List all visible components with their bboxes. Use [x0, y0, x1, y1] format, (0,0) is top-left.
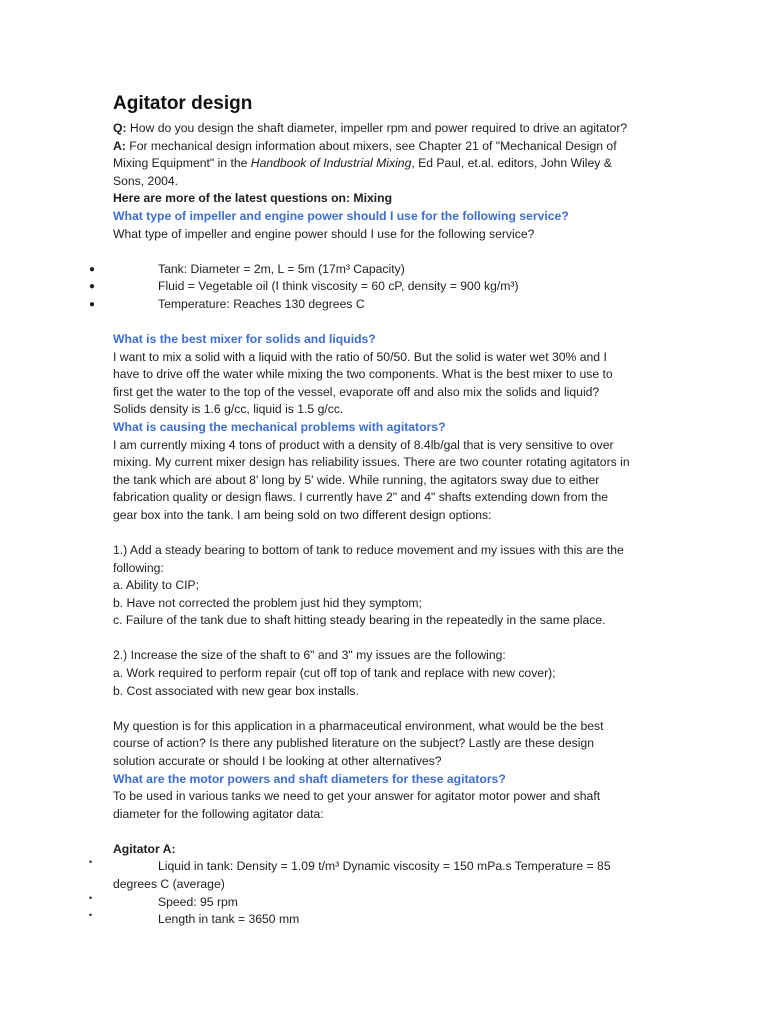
bullet-icon: ● [89, 298, 96, 310]
list-item [89, 910, 633, 929]
list-item-text: Tank: Diameter = 2m, L = 5m (17m³ Capacity) [158, 261, 405, 276]
spacer [113, 823, 633, 841]
spacer [113, 313, 633, 331]
spacer [113, 700, 633, 718]
spacer [113, 243, 633, 261]
question-paragraph [113, 120, 633, 138]
bullet-icon: ● [89, 281, 96, 293]
q2-body: I want to mix a solid with a liquid with the ratio of 50/50. But the solid is water wet 30% and I have to drive off the water while mixing the two components. What is the best mixer to use to first get the water to the top of the vessel, evaporate off and also mix the solids and liquid? Solids density is 1.6 g/cc, liquid is 1.5 g/cc. [113, 349, 613, 417]
list-item-text: Liquid in tank: Density = 1.09 t/m³ Dynamic viscosity = 150 mPa.s Temperature = 85 degrees C (average) [113, 859, 611, 891]
page-title: Agitator design [113, 93, 253, 114]
a-label: A: [113, 138, 126, 153]
q2-link[interactable]: What is the best mixer for solids and liquids? [113, 331, 376, 346]
bullet-icon: • [89, 857, 93, 868]
list-item-text: Speed: 95 rpm [158, 894, 238, 909]
q3-body: I am currently mixing 4 tons of product with a density of 8.4lb/gal that is very sensitive to over mixing. My current mixer design has reliability issues. There are two counter rotating agitators in the tank which are about 8' long by 5' wide. While running, the agitators sway due to either fabrication quality or design flaws. I currently have 2" and 4" shafts extending down from the gear box into the tank. I am being sold on two different design options: [113, 437, 630, 522]
option-1-line: c. Failure of the tank due to shaft hitting steady bearing in the repeatedly in the same place. [113, 613, 606, 628]
q3-link[interactable]: What is causing the mechanical problems with agitators? [113, 419, 446, 434]
q-text: How do you design the shaft diameter, impeller rpm and power required to drive an agitator? [126, 121, 628, 135]
list-item-text: Length in tank = 3650 mm [158, 912, 300, 927]
list-item [89, 892, 633, 912]
option-2-line: b. Cost associated with new gear box installs. [113, 683, 359, 698]
spacer [113, 524, 633, 542]
option-2-line: a. Work required to perform repair (cut off top of tank and replace with new cover); [113, 666, 556, 681]
more-questions-heading: Here are more of the latest questions on: Mixing [113, 191, 393, 206]
list-item [89, 261, 633, 279]
answer-paragraph [113, 138, 633, 191]
q1-bullet-list [89, 261, 633, 314]
bullet-icon: • [89, 910, 93, 921]
list-item [89, 857, 633, 893]
spacer [113, 630, 633, 648]
document-page [89, 92, 633, 929]
list-item [89, 278, 633, 296]
bullet-icon: • [89, 892, 93, 903]
option-1-line: 1.) Add a steady bearing to bottom of tank to reduce movement and my issues with this are the following: [113, 542, 624, 575]
q1-link[interactable]: What type of impeller and engine power should I use for the following service? [113, 208, 569, 223]
q4-body: To be used in various tanks we need to get your answer for agitator motor power and shaft diameter for the following agitator data: [113, 789, 601, 821]
q-label: Q: [113, 121, 127, 135]
agitator-a-heading: Agitator A: [113, 841, 176, 856]
option-1-line: a. Ability to CIP; [113, 578, 200, 593]
agitator-a-list [89, 857, 633, 928]
a-text-2: , Ed Paul, et.al. editors, John Wiley & Sons, 2004. [113, 156, 612, 188]
list-item [89, 296, 633, 314]
option-2-line: 2.) Increase the size of the shaft to 6" and 3" my issues are the following: [113, 648, 506, 663]
a-text-1: For mechanical design information about mixers, see Chapter 21 of "Mechanical Design of Mixing Equipment" in the [113, 138, 617, 171]
bullet-icon: ● [89, 263, 96, 275]
q3-closing: My question is for this application in a pharmaceutical environment, what would be the best course of action? Is there any published literature on the subject? Lastly are these design solution accurate or should I be looking at other alternatives? [113, 718, 604, 768]
list-item-text: Temperature: Reaches 130 degrees C [158, 296, 365, 311]
q1-body: What type of impeller and engine power should I use for the following service? [113, 226, 535, 241]
q4-link[interactable]: What are the motor powers and shaft diameters for these agitators? [113, 771, 506, 786]
option-1-line: b. Have not corrected the problem just hid they symptom; [113, 595, 422, 610]
a-book-title: Handbook of Industrial Mixing [250, 156, 412, 171]
list-item-text: Fluid = Vegetable oil (I think viscosity = 60 cP, density = 900 kg/m³) [158, 279, 519, 294]
